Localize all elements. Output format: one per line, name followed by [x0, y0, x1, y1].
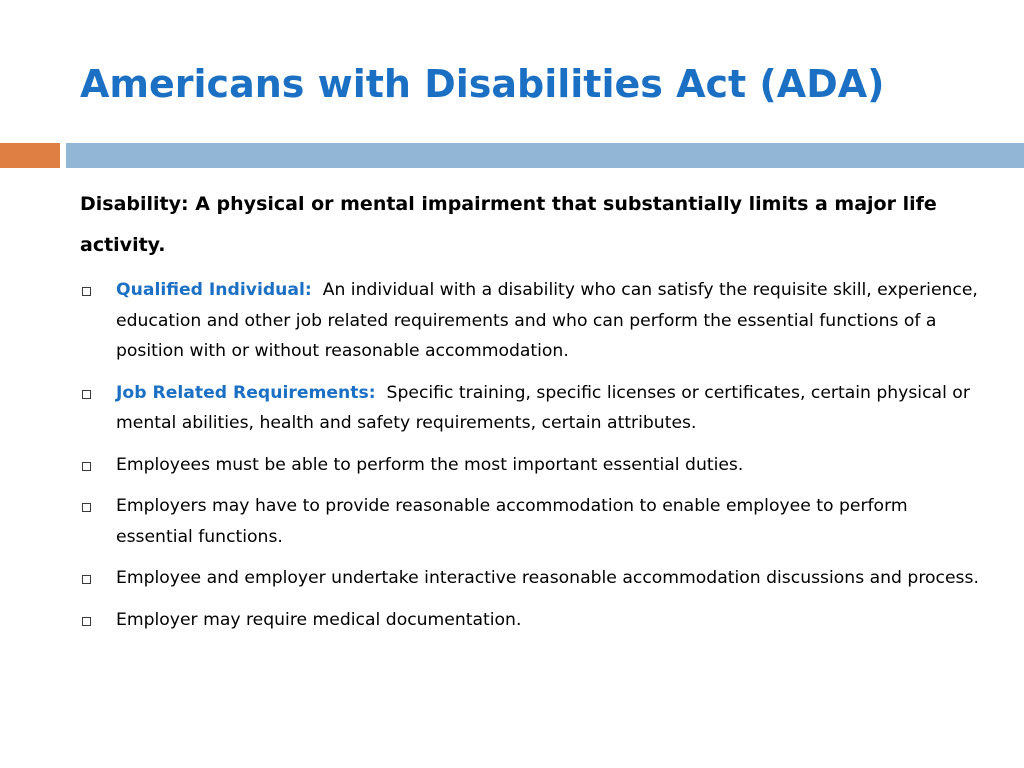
square-bullet-icon — [82, 462, 91, 471]
disability-definition: Disability: A physical or mental impairment that substantially limits a major life activity. — [80, 193, 937, 256]
square-bullet-icon — [82, 390, 91, 399]
square-bullet-icon — [82, 617, 91, 626]
bullet-item-medical-documentation — [80, 605, 980, 636]
slide-title: Americans with Disabilities Act (ADA) — [80, 62, 885, 106]
square-bullet-icon — [82, 503, 91, 512]
bullet-list — [80, 275, 980, 646]
bullet-item-essential-duties — [80, 450, 980, 481]
accent-bar-blue — [66, 143, 1024, 168]
bullet-label: Qualified Individual: — [116, 280, 312, 300]
bullet-text: Employer may require medical documentation. — [116, 609, 522, 630]
bullet-item-job-related-requirements — [80, 378, 980, 439]
square-bullet-icon — [82, 287, 91, 296]
bullet-text: Employee and employer undertake interactive reasonable accommodation discussions and process. — [116, 568, 979, 588]
bullet-text: An individual with a disability who can satisfy the requisite skill, experience, education and other job related requirements and who can perform the essential functions of a position with or without reasonable accommodation. — [116, 280, 978, 361]
bullet-text: Specific training, specific licenses or certificates, certain physical or mental abilities, health and safety requirements, certain attributes. — [116, 382, 970, 433]
bullet-item-reasonable-accommodation — [80, 491, 980, 552]
bullet-item-interactive-process — [80, 563, 980, 594]
bullet-item-qualified-individual — [80, 275, 980, 367]
bullet-text: Employers may have to provide reasonable accommodation to enable employee to perform essential functions. — [116, 496, 908, 547]
bullet-text: Employees must be able to perform the most important essential duties. — [116, 454, 744, 475]
accent-bar-orange — [0, 143, 60, 168]
square-bullet-icon — [82, 575, 91, 584]
bullet-label: Job Related Requirements: — [116, 382, 376, 403]
